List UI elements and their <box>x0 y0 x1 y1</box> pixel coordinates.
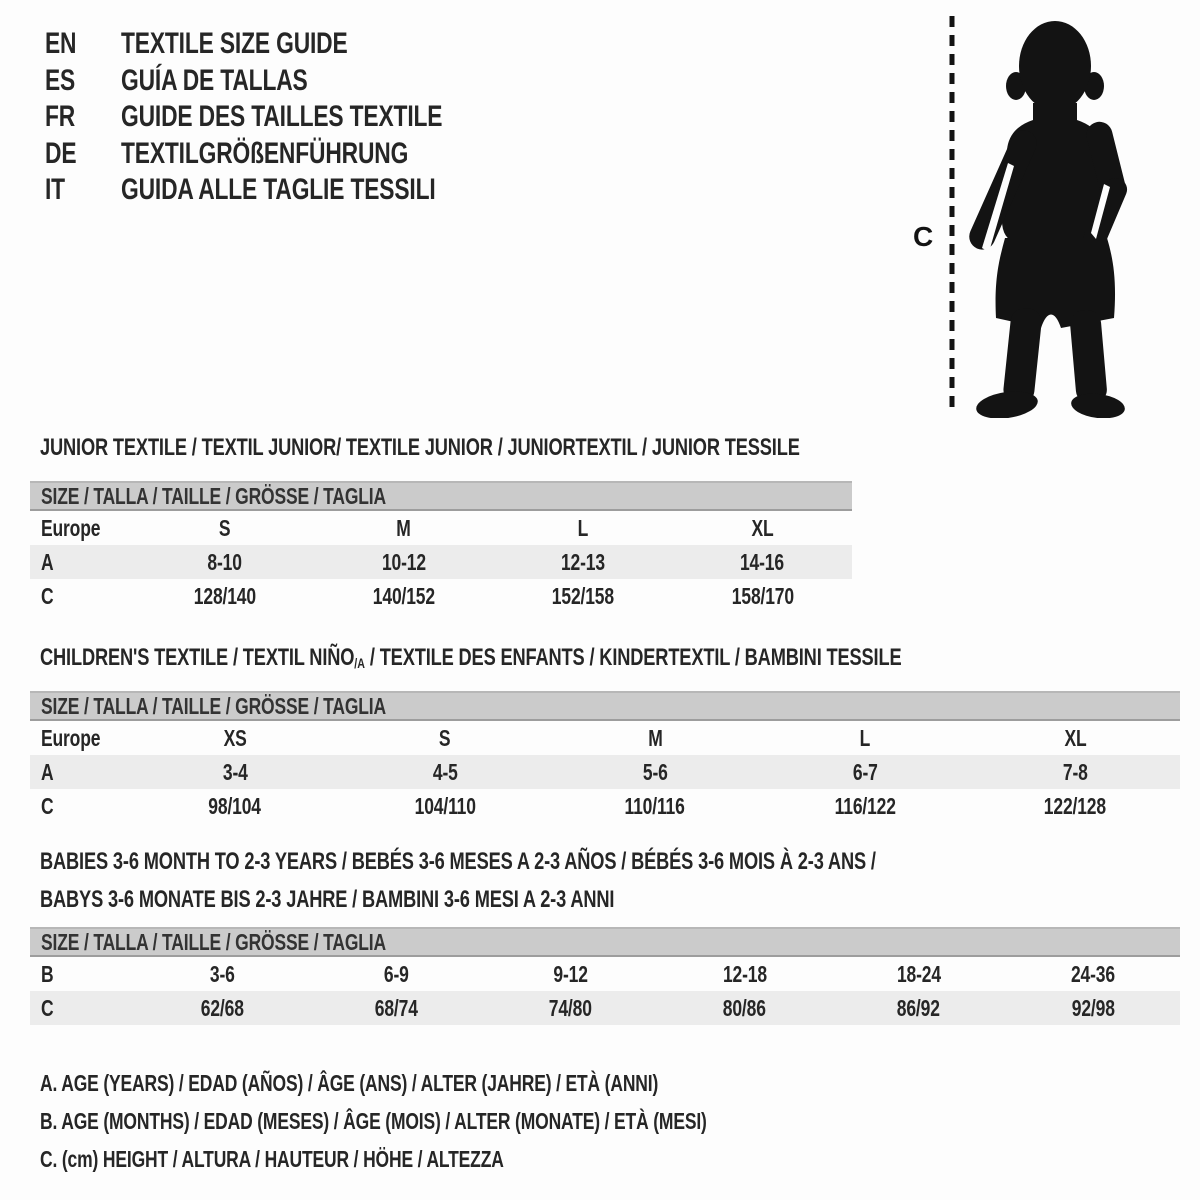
children-size-table <box>30 691 1180 823</box>
language-code: ES <box>45 63 76 97</box>
language-row <box>45 63 544 100</box>
size-cell: 92/98 <box>1071 994 1115 1021</box>
table-row-height <box>30 579 852 613</box>
size-cell: 74/80 <box>548 994 592 1021</box>
size-cell: 122/128 <box>1043 792 1107 819</box>
size-cell: S <box>218 514 231 541</box>
legend-line-a: A. AGE (YEARS) / EDAD (AÑOS) / ÂGE (ANS) / ALTER (JAHRE) / ETÀ (ANNI) <box>40 1070 659 1096</box>
table-row-months <box>30 957 1180 991</box>
babies-section-title <box>40 843 1140 919</box>
table-row-height <box>30 991 1180 1025</box>
size-header-bar: SIZE / TALLA / TAILLE / GRÖSSE / TAGLIA <box>30 691 1180 721</box>
junior-section-title: JUNIOR TEXTILE / TEXTIL JUNIOR/ TEXTILE JUNIOR / JUNIORTEXTIL / JUNIOR TESSILE <box>40 434 800 461</box>
table-row-height <box>30 789 1180 823</box>
row-label: B <box>41 960 54 987</box>
size-cell: 98/104 <box>208 792 262 819</box>
legend-line-c: C. (cm) HEIGHT / ALTURA / HAUTEUR / HÖHE / ALTEZZA <box>40 1146 504 1172</box>
size-cell: 12-13 <box>561 548 606 575</box>
language-title: TEXTILE SIZE GUIDE <box>121 27 348 60</box>
table-row-europe <box>30 721 1180 755</box>
size-cell: L <box>577 514 589 541</box>
size-cell: 6-9 <box>383 960 409 987</box>
size-cell: S <box>439 724 451 751</box>
language-row <box>45 172 544 209</box>
language-row <box>45 136 544 173</box>
junior-size-table <box>30 481 852 613</box>
size-cell: 14-16 <box>740 548 785 575</box>
size-cell: 18-24 <box>896 960 941 987</box>
babies-title-line1: BABIES 3-6 MONTH TO 2-3 YEARS / BEBÉS 3-6 MESES A 2-3 AÑOS / BÉBÉS 3-6 MOIS À 2-3 ANS / <box>40 848 876 875</box>
size-cell: 104/110 <box>414 792 476 819</box>
row-label: A <box>41 548 54 575</box>
children-section-title: CHILDREN'S TEXTILE / TEXTIL $NIÑO_{/A}$ / TEXTILE DES ENFANTS / KINDERTEXTIL / BAMBINI TESSILE <box>40 644 902 671</box>
row-label: C <box>41 582 54 609</box>
size-cell: 68/74 <box>374 994 418 1021</box>
size-cell: 152/158 <box>552 582 615 609</box>
size-cell: 62/68 <box>200 994 244 1021</box>
size-cell: XL <box>1063 724 1087 751</box>
language-code: FR <box>45 100 76 133</box>
size-cell: XS <box>223 724 247 751</box>
size-cell: 5-6 <box>642 758 668 785</box>
size-cell: M <box>647 724 663 751</box>
table-row-age <box>30 755 1180 789</box>
title-subscript: /A <box>354 655 365 671</box>
size-cell: 10-12 <box>381 548 426 575</box>
row-label: A <box>41 758 54 785</box>
size-cell: 7-8 <box>1062 758 1088 785</box>
size-cell: 116/122 <box>834 792 896 819</box>
row-label: Europe <box>41 514 101 541</box>
row-label: C <box>41 792 54 819</box>
size-cell: 110/116 <box>624 792 686 819</box>
size-cell: 9-12 <box>553 960 588 987</box>
row-label: Europe <box>41 724 101 751</box>
size-cell: L <box>859 724 871 751</box>
babies-size-table <box>30 927 1180 1025</box>
toddler-silhouette <box>965 21 1130 418</box>
legend-line-b: B. AGE (MONTHS) / EDAD (MESES) / ÂGE (MOIS) / ALTER (MONATE) / ETÀ (MESI) <box>40 1108 707 1134</box>
language-row <box>45 99 544 136</box>
language-code: EN <box>45 27 77 60</box>
language-code: IT <box>45 173 65 206</box>
size-cell: 128/140 <box>193 582 256 609</box>
language-code: DE <box>45 136 77 170</box>
size-header-bar: SIZE / TALLA / TAILLE / GRÖSSE / TAGLIA <box>30 481 852 511</box>
table-row-europe <box>30 511 852 545</box>
size-cell: 12-18 <box>722 960 767 987</box>
size-cell: 3-4 <box>222 758 248 785</box>
size-cell: 4-5 <box>432 758 458 785</box>
size-cell: 3-6 <box>209 960 235 987</box>
language-title: GUÍA DE TALLAS <box>121 63 308 97</box>
size-cell: 8-10 <box>207 548 242 575</box>
size-cell: 24-36 <box>1070 960 1115 987</box>
size-figure <box>895 8 1145 418</box>
language-title: GUIDE DES TAILLES TEXTILE <box>121 100 443 133</box>
size-cell: 6-7 <box>852 758 878 785</box>
size-cell: 86/92 <box>897 994 941 1021</box>
language-title: GUIDA ALLE TAGLIE TESSILI <box>121 173 436 206</box>
height-label-c: C <box>913 221 934 252</box>
language-row <box>45 26 544 63</box>
language-title: TEXTILGRÖßENFÜHRUNG <box>121 136 409 170</box>
row-label: C <box>41 994 54 1021</box>
size-cell: 140/152 <box>372 582 435 609</box>
size-cell: M <box>396 514 412 541</box>
table-row-age <box>30 545 852 579</box>
size-cell: XL <box>751 514 774 541</box>
size-cell: 158/170 <box>731 582 794 609</box>
babies-title-line2: BABYS 3-6 MONATE BIS 2-3 JAHRE / BAMBINI 3-6 MESI A 2-3 ANNI <box>40 886 615 913</box>
language-title-list <box>45 26 544 209</box>
measurement-legend <box>40 1064 917 1178</box>
size-header-bar: SIZE / TALLA / TAILLE / GRÖSSE / TAGLIA <box>30 927 1180 957</box>
size-cell: 80/86 <box>723 994 767 1021</box>
